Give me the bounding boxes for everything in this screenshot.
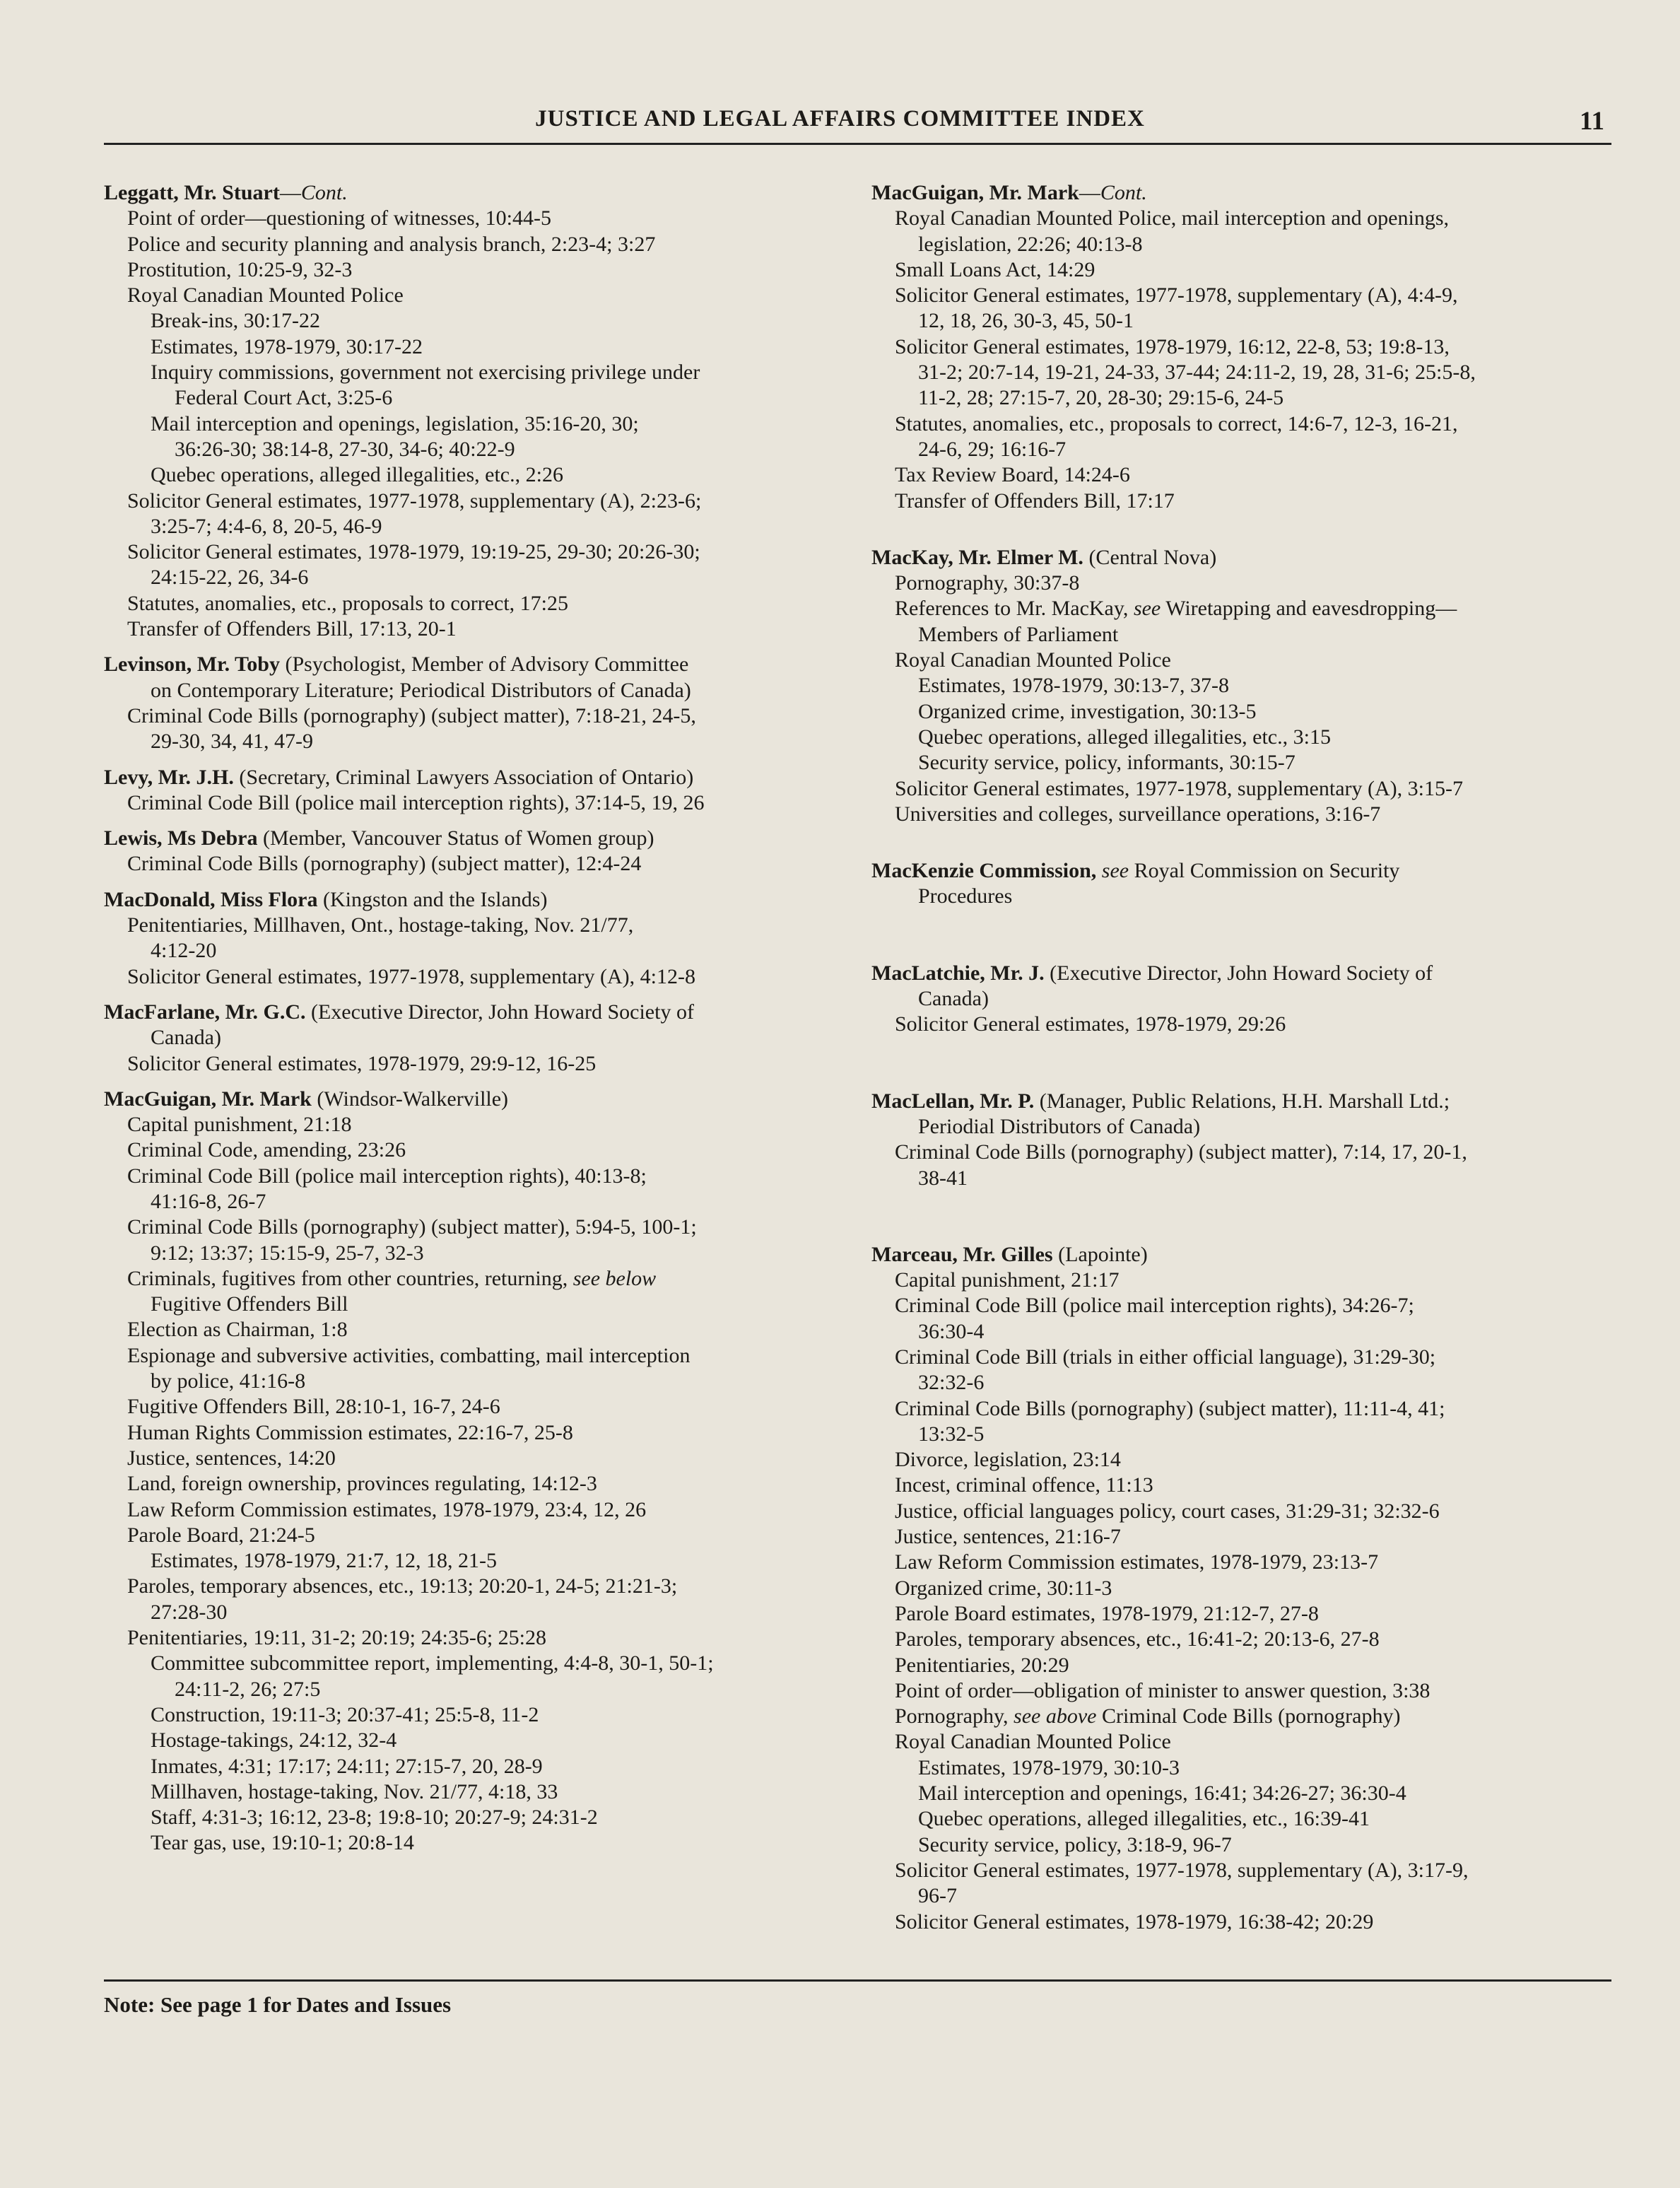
entry-text: Pornography, 30:37-8 bbox=[895, 571, 1080, 595]
entry-text: Election as Chairman, 1:8 bbox=[127, 1318, 348, 1342]
cross-reference: Cont. bbox=[1100, 181, 1147, 204]
entry-text: Penitentiaries, 19:11, 31-2; 20:19; 24:35-6; 25:28 bbox=[127, 1626, 546, 1650]
entry-name: MacGuigan, Mr. Mark bbox=[104, 1087, 312, 1111]
index-subentry-line bbox=[871, 1729, 1606, 1755]
index-heading-line bbox=[871, 961, 1606, 986]
entry-text: 38-41 bbox=[918, 1166, 968, 1190]
entry-name: MacDonald, Miss Flora bbox=[104, 887, 318, 911]
entry-text: Members of Parliament bbox=[918, 622, 1119, 646]
entry-text: Penitentiaries, Millhaven, Ont., hostage-taking, Nov. 21/77, bbox=[127, 913, 634, 937]
index-subentry-line bbox=[104, 1051, 853, 1077]
entry-text: 36:26-30; 38:14-8, 27-30, 34-6; 40:22-9 bbox=[175, 437, 515, 461]
entry-name: MacKenzie Commission, bbox=[871, 859, 1097, 883]
entry-name: Marceau, Mr. Gilles bbox=[871, 1242, 1053, 1266]
index-subentry-line bbox=[871, 1704, 1606, 1729]
index-subentry-line bbox=[871, 1653, 1606, 1678]
entry-text: Tear gas, use, 19:10-1; 20:8-14 bbox=[151, 1831, 414, 1855]
entry-text: 96-7 bbox=[918, 1884, 957, 1908]
index-subentry-line bbox=[104, 437, 853, 462]
entry-text: Law Reform Commission estimates, 1978-1979, 23:4, 12, 26 bbox=[127, 1497, 647, 1521]
entry-text: Construction, 19:11-3; 20:37-41; 25:5-8, 11-2 bbox=[151, 1702, 539, 1726]
index-entry bbox=[104, 1087, 853, 1856]
page-number: 11 bbox=[1580, 107, 1604, 136]
entry-text: Human Rights Commission estimates, 22:16-7, 25-8 bbox=[127, 1420, 573, 1444]
index-subentry-line bbox=[871, 1550, 1606, 1575]
entry-text: Staff, 4:31-3; 16:12, 23-8; 19:8-10; 20:27-9; 24:31-2 bbox=[151, 1806, 598, 1830]
index-subentry-line bbox=[871, 1268, 1606, 1293]
cross-reference: Cont. bbox=[300, 181, 348, 204]
index-subentry-line bbox=[104, 1523, 853, 1548]
index-subentry-line bbox=[104, 514, 853, 539]
entry-text: Criminal Code Bills (pornography) (subject matter), 11:11-4, 41; bbox=[895, 1396, 1445, 1420]
index-subentry-line bbox=[104, 232, 853, 257]
index-subentry-line bbox=[871, 334, 1606, 360]
index-subentry-line bbox=[104, 283, 853, 308]
entry-text: Solicitor General estimates, 1977-1978, supplementary (A), 4:12-8 bbox=[127, 964, 695, 988]
entry-text: — bbox=[1079, 181, 1100, 204]
index-subentry-line bbox=[871, 437, 1606, 462]
entry-text: Procedures bbox=[918, 884, 1013, 908]
index-entry bbox=[871, 961, 1606, 1038]
entry-text: Penitentiaries, 20:29 bbox=[895, 1653, 1069, 1677]
index-subentry-line bbox=[871, 1627, 1606, 1652]
index-subentry-line bbox=[104, 411, 853, 437]
entry-name: MacFarlane, Mr. G.C. bbox=[104, 1000, 306, 1024]
entry-text: 32:32-6 bbox=[918, 1371, 985, 1395]
index-subentry-line bbox=[871, 489, 1606, 514]
index-subentry-line bbox=[104, 938, 853, 964]
entry-text: Solicitor General estimates, 1977-1978, supplementary (A), 3:17-9, bbox=[895, 1858, 1469, 1882]
index-subentry-line bbox=[871, 1601, 1606, 1627]
index-subentry-line bbox=[104, 1317, 853, 1342]
entry-text: Security service, policy, 3:18-9, 96-7 bbox=[918, 1832, 1232, 1856]
entry-text: Periodial Distributors of Canada) bbox=[918, 1114, 1201, 1138]
index-subentry-line bbox=[871, 462, 1606, 488]
index-subentry-line bbox=[871, 1166, 1606, 1191]
footer-note: Note: See page 1 for Dates and Issues bbox=[104, 1992, 452, 2017]
entry-text: Fugitive Offenders Bill bbox=[151, 1292, 348, 1316]
entry-name: MacGuigan, Mr. Mark bbox=[871, 181, 1079, 204]
entry-text: Estimates, 1978-1979, 30:10-3 bbox=[918, 1755, 1180, 1779]
entry-text: Criminals, fugitives from other countries, returning, bbox=[127, 1266, 573, 1290]
entry-text: Criminal Code Bills (pornography) (subject matter), 7:18-21, 24-5, bbox=[127, 703, 696, 727]
page-title: JUSTICE AND LEGAL AFFAIRS COMMITTEE INDEX bbox=[535, 106, 1145, 131]
index-subentry-line bbox=[104, 1471, 853, 1497]
index-subentry-line bbox=[104, 1497, 853, 1523]
index-subentry-line bbox=[104, 206, 853, 231]
index-subentry-line bbox=[104, 1830, 853, 1856]
index-subentry-line bbox=[104, 257, 853, 283]
index-heading-line bbox=[104, 887, 853, 913]
entry-text: Justice, sentences, 14:20 bbox=[127, 1446, 336, 1470]
index-entry bbox=[104, 180, 853, 642]
index-heading-line bbox=[104, 826, 853, 851]
index-subentry-line bbox=[104, 703, 853, 729]
entry-name: Levinson, Mr. Toby bbox=[104, 653, 280, 677]
entry-text: Parole Board estimates, 1978-1979, 21:12-7, 27-8 bbox=[895, 1601, 1319, 1625]
entry-text: 24:15-22, 26, 34-6 bbox=[151, 566, 309, 590]
index-heading-line bbox=[871, 1242, 1606, 1268]
index-subentry-line bbox=[871, 1370, 1606, 1396]
entry-text: Quebec operations, alleged illegalities, etc., 2:26 bbox=[151, 463, 563, 487]
index-subentry-line bbox=[871, 1499, 1606, 1524]
footer-rule bbox=[104, 1979, 1611, 1982]
index-heading-line bbox=[104, 652, 853, 677]
index-subentry-line bbox=[871, 1422, 1606, 1447]
index-subentry-line bbox=[871, 257, 1606, 283]
entry-text: Incest, criminal offence, 11:13 bbox=[895, 1473, 1153, 1497]
index-column-left bbox=[104, 180, 853, 1856]
index-entry bbox=[104, 826, 853, 877]
entry-name: MacKay, Mr. Elmer M. bbox=[871, 545, 1083, 569]
index-subentry-line bbox=[871, 1576, 1606, 1601]
entry-text: Parole Board, 21:24-5 bbox=[127, 1523, 315, 1547]
entry-text: 12, 18, 26, 30-3, 45, 50-1 bbox=[918, 309, 1134, 333]
index-subentry-line bbox=[871, 1832, 1606, 1858]
entry-text: Tax Review Board, 14:24-6 bbox=[895, 463, 1130, 487]
entry-text: Inquiry commissions, government not exercising privilege under bbox=[151, 361, 700, 385]
entry-name: Lewis, Ms Debra bbox=[104, 826, 258, 850]
entry-text: 3:25-7; 4:4-6, 8, 20-5, 46-9 bbox=[151, 514, 382, 538]
index-subentry-line bbox=[104, 591, 853, 616]
index-entry bbox=[104, 652, 853, 754]
entry-text: Canada) bbox=[918, 987, 989, 1011]
entry-text: 31-2; 20:7-14, 19-21, 24-33, 37-44; 24:11-2, 19, 28, 31-6; 25:5-8, bbox=[918, 361, 1476, 385]
entry-text: Royal Canadian Mounted Police, mail interception and openings, bbox=[895, 206, 1449, 230]
index-subentry-line bbox=[104, 1292, 853, 1317]
entry-text: 11-2, 28; 27:15-7, 20, 28-30; 29:15-6, 24-5 bbox=[918, 386, 1284, 410]
entry-text: Solicitor General estimates, 1978-1979, 16:12, 22-8, 53; 19:8-13, bbox=[895, 334, 1450, 358]
index-subentry-line bbox=[871, 1140, 1606, 1165]
index-heading-line bbox=[104, 1087, 853, 1112]
entry-text: (Lapointe) bbox=[1052, 1242, 1148, 1266]
entry-text: (Psychologist, Member of Advisory Committee bbox=[279, 653, 689, 677]
entry-text: Criminal Code Bills (pornography) bbox=[1096, 1704, 1401, 1728]
index-entry bbox=[871, 858, 1606, 910]
entry-text: (Member, Vancouver Status of Women group) bbox=[257, 826, 654, 850]
entry-name: Leggatt, Mr. Stuart bbox=[104, 181, 280, 204]
entry-text: Criminal Code Bills (pornography) (subject matter), 5:94-5, 100-1; bbox=[127, 1215, 697, 1239]
index-subentry-line bbox=[871, 1806, 1606, 1832]
index-subentry-line bbox=[104, 616, 853, 642]
index-entry bbox=[871, 1242, 1606, 1935]
entry-text: Break-ins, 30:17-22 bbox=[151, 309, 320, 333]
entry-text: 9:12; 13:37; 15:15-9, 25-7, 32-3 bbox=[151, 1241, 424, 1265]
entry-text: Transfer of Offenders Bill, 17:13, 20-1 bbox=[127, 617, 457, 641]
index-subentry-line bbox=[871, 648, 1606, 673]
index-subentry-line bbox=[871, 1781, 1606, 1806]
entry-text: Canada) bbox=[151, 1026, 221, 1050]
index-heading-line bbox=[104, 1000, 853, 1025]
index-entry bbox=[104, 765, 853, 817]
index-subentry-line bbox=[104, 851, 853, 877]
entry-text: Divorce, legislation, 23:14 bbox=[895, 1448, 1121, 1472]
entry-text: Royal Canadian Mounted Police bbox=[895, 1730, 1171, 1754]
entry-text: Land, foreign ownership, provinces regulating, 14:12-3 bbox=[127, 1472, 597, 1496]
entry-text: Organized crime, 30:11-3 bbox=[895, 1576, 1112, 1600]
entry-text: (Kingston and the Islands) bbox=[317, 887, 548, 911]
index-subentry-line bbox=[104, 1702, 853, 1728]
index-subentry-line bbox=[871, 1319, 1606, 1345]
index-subentry-line bbox=[871, 1473, 1606, 1498]
index-heading-line bbox=[871, 1089, 1606, 1114]
entry-text: (Central Nova) bbox=[1083, 545, 1217, 569]
index-subentry-line bbox=[871, 1909, 1606, 1935]
index-subentry-line bbox=[104, 729, 853, 754]
entry-text: Criminal Code, amending, 23:26 bbox=[127, 1138, 406, 1162]
entry-text: Estimates, 1978-1979, 30:13-7, 37-8 bbox=[918, 674, 1229, 698]
index-subentry-line bbox=[104, 539, 853, 565]
index-subentry-line bbox=[871, 385, 1606, 411]
index-subentry-line bbox=[104, 1369, 853, 1394]
index-subentry-line bbox=[104, 1754, 853, 1779]
index-subentry-line bbox=[871, 1524, 1606, 1550]
index-subentry-line bbox=[104, 1164, 853, 1189]
index-subentry-line bbox=[871, 986, 1606, 1012]
entry-text: Justice, sentences, 21:16-7 bbox=[895, 1525, 1121, 1549]
index-subentry-line bbox=[104, 1420, 853, 1446]
entry-name: Levy, Mr. J.H. bbox=[104, 765, 234, 789]
entry-text: Universities and colleges, surveillance operations, 3:16-7 bbox=[895, 802, 1381, 826]
entry-text: 41:16-8, 26-7 bbox=[151, 1189, 266, 1213]
entry-text: Hostage-takings, 24:12, 32-4 bbox=[151, 1728, 397, 1753]
index-heading-line bbox=[104, 180, 853, 206]
entry-text: 36:30-4 bbox=[918, 1319, 985, 1343]
index-subentry-line bbox=[104, 1189, 853, 1215]
index-subentry-line bbox=[871, 673, 1606, 698]
index-subentry-line bbox=[871, 699, 1606, 725]
entry-text: Mail interception and openings, legislation, 35:16-20, 30; bbox=[151, 411, 639, 435]
entry-text: Espionage and subversive activities, combatting, mail interception bbox=[127, 1343, 691, 1367]
index-subentry-line bbox=[104, 1728, 853, 1753]
index-subentry-line bbox=[104, 385, 853, 411]
entry-text: Solicitor General estimates, 1977-1978, supplementary (A), 4:4-9, bbox=[895, 283, 1458, 308]
entry-text: 4:12-20 bbox=[151, 939, 217, 963]
entry-text: Criminal Code Bill (police mail interception rights), 40:13-8; bbox=[127, 1164, 647, 1188]
cross-reference: see below bbox=[572, 1266, 657, 1290]
index-subentry-line bbox=[104, 1446, 853, 1471]
index-heading-line bbox=[871, 545, 1606, 571]
index-subentry-line bbox=[104, 1600, 853, 1625]
index-subentry-line bbox=[871, 360, 1606, 385]
index-column-right bbox=[871, 180, 1606, 1935]
index-subentry-line bbox=[871, 622, 1606, 648]
entry-text: Pornography, bbox=[895, 1704, 1014, 1728]
index-subentry-line bbox=[104, 1241, 853, 1266]
index-subentry-line bbox=[104, 462, 853, 488]
entry-text: Committee subcommittee report, implementing, 4:4-8, 30-1, 50-1; bbox=[151, 1651, 714, 1675]
index-entry bbox=[871, 545, 1606, 827]
index-subentry-line bbox=[104, 1805, 853, 1830]
entry-text: Solicitor General estimates, 1978-1979, 19:19-25, 29-30; 20:26-30; bbox=[127, 540, 700, 564]
index-subentry-line bbox=[871, 1012, 1606, 1037]
entry-text: Quebec operations, alleged illegalities, etc., 16:39-41 bbox=[918, 1807, 1370, 1831]
index-subentry-line bbox=[104, 964, 853, 990]
entry-text: 29-30, 34, 41, 47-9 bbox=[151, 730, 313, 754]
index-entry bbox=[871, 1089, 1606, 1191]
index-subentry-line bbox=[871, 884, 1606, 909]
entry-text: on Contemporary Literature; Periodical Distributors of Canada) bbox=[151, 678, 691, 702]
entry-text: Estimates, 1978-1979, 30:17-22 bbox=[151, 334, 423, 358]
entry-text: Statutes, anomalies, etc., proposals to correct, 14:6-7, 12-3, 16-21, bbox=[895, 411, 1458, 435]
index-subentry-line bbox=[871, 1293, 1606, 1318]
entry-text: legislation, 22:26; 40:13-8 bbox=[918, 232, 1143, 256]
entry-text: Criminal Code Bill (trials in either official language), 31:29-30; bbox=[895, 1345, 1436, 1369]
index-subentry-line bbox=[871, 802, 1606, 827]
index-subentry-line bbox=[871, 596, 1606, 621]
entry-text: Capital punishment, 21:17 bbox=[895, 1268, 1120, 1292]
entry-text: Police and security planning and analysis branch, 2:23-4; 3:27 bbox=[127, 232, 656, 256]
entry-text: Solicitor General estimates, 1977-1978, supplementary (A), 2:23-6; bbox=[127, 489, 702, 513]
entry-text: Paroles, temporary absences, etc., 16:41-2; 20:13-6, 27-8 bbox=[895, 1627, 1380, 1651]
index-subentry-line bbox=[104, 1025, 853, 1051]
index-subentry-line bbox=[871, 776, 1606, 802]
index-subentry-line bbox=[104, 1574, 853, 1599]
index-subentry-line bbox=[871, 1678, 1606, 1704]
entry-text: (Manager, Public Relations, H.H. Marshall Ltd.; bbox=[1034, 1089, 1450, 1113]
index-subentry-line bbox=[871, 571, 1606, 596]
index-subentry-line bbox=[871, 411, 1606, 437]
index-subentry-line bbox=[104, 308, 853, 334]
index-subentry-line bbox=[871, 750, 1606, 776]
index-subentry-line bbox=[104, 1651, 853, 1676]
entry-text: Solicitor General estimates, 1977-1978, supplementary (A), 3:15-7 bbox=[895, 776, 1463, 800]
index-subentry-line bbox=[871, 1114, 1606, 1140]
index-subentry-line bbox=[871, 1396, 1606, 1422]
entry-text: Solicitor General estimates, 1978-1979, 29:26 bbox=[895, 1012, 1286, 1036]
index-entry bbox=[104, 1000, 853, 1077]
index-subentry-line bbox=[104, 334, 853, 360]
index-heading-line bbox=[871, 858, 1606, 884]
entry-text: Royal Commission on Security bbox=[1129, 859, 1400, 883]
entry-text: (Secretary, Criminal Lawyers Association of Ontario) bbox=[233, 765, 694, 789]
entry-text: (Executive Director, John Howard Society of bbox=[1044, 961, 1433, 985]
entry-text: 13:32-5 bbox=[918, 1422, 985, 1446]
entry-name: MacLellan, Mr. P. bbox=[871, 1089, 1035, 1113]
index-subentry-line bbox=[871, 1345, 1606, 1370]
index-subentry-line bbox=[104, 489, 853, 514]
index-subentry-line bbox=[104, 565, 853, 590]
index-subentry-line bbox=[104, 1394, 853, 1420]
index-entry bbox=[871, 180, 1606, 514]
index-subentry-line bbox=[871, 283, 1606, 308]
entry-text: Transfer of Offenders Bill, 17:17 bbox=[895, 489, 1175, 513]
entry-text: Prostitution, 10:25-9, 32-3 bbox=[127, 257, 353, 281]
entry-text: Criminal Code Bill (police mail interception rights), 37:14-5, 19, 26 bbox=[127, 790, 705, 814]
entry-text: Royal Canadian Mounted Police bbox=[895, 648, 1171, 672]
entry-text: (Executive Director, John Howard Society of bbox=[305, 1000, 694, 1024]
index-subentry-line bbox=[104, 1779, 853, 1805]
entry-text: Point of order—questioning of witnesses, 10:44-5 bbox=[127, 206, 551, 230]
index-subentry-line bbox=[104, 1625, 853, 1651]
index-subentry-line bbox=[104, 1215, 853, 1240]
entry-text: Fugitive Offenders Bill, 28:10-1, 16-7, 24-6 bbox=[127, 1395, 500, 1419]
entry-text: Mail interception and openings, 16:41; 34:26-27; 36:30-4 bbox=[918, 1782, 1406, 1806]
entry-text: Inmates, 4:31; 17:17; 24:11; 27:15-7, 20, 28-9 bbox=[151, 1754, 543, 1778]
entry-text: Royal Canadian Mounted Police bbox=[127, 283, 404, 308]
index-subentry-line bbox=[871, 1883, 1606, 1909]
index-subentry-line bbox=[104, 1548, 853, 1574]
index-entry bbox=[104, 887, 853, 990]
index-subentry-line bbox=[871, 1755, 1606, 1781]
index-subentry-line bbox=[104, 360, 853, 385]
index-subentry-line bbox=[871, 206, 1606, 231]
entry-text: Criminal Code Bills (pornography) (subject matter), 7:14, 17, 20-1, bbox=[895, 1140, 1467, 1164]
index-heading-line bbox=[104, 765, 853, 790]
index-heading-line bbox=[871, 180, 1606, 206]
entry-text: Criminal Code Bills (pornography) (subject matter), 12:4-24 bbox=[127, 852, 642, 876]
header-rule bbox=[104, 143, 1611, 145]
entry-text: — bbox=[279, 181, 301, 204]
index-subentry-line bbox=[104, 1112, 853, 1137]
entry-text bbox=[1096, 859, 1102, 882]
entry-text: 24-6, 29; 16:16-7 bbox=[918, 437, 1067, 461]
index-subentry-line bbox=[871, 308, 1606, 334]
entry-text: Small Loans Act, 14:29 bbox=[895, 257, 1095, 281]
entry-text: (Windsor-Walkerville) bbox=[311, 1087, 509, 1111]
index-subentry-line bbox=[104, 1137, 853, 1163]
index-subentry-line bbox=[871, 232, 1606, 257]
entry-text: Capital punishment, 21:18 bbox=[127, 1113, 352, 1137]
index-subentry-line bbox=[104, 1677, 853, 1702]
index-subentry-line bbox=[104, 1343, 853, 1369]
entry-text: 27:28-30 bbox=[151, 1600, 228, 1624]
entry-text: Quebec operations, alleged illegalities, etc., 3:15 bbox=[918, 725, 1331, 749]
index-subentry-line bbox=[871, 1447, 1606, 1473]
entry-text: References to Mr. MacKay, bbox=[895, 597, 1134, 621]
cross-reference: see bbox=[1101, 859, 1129, 883]
entry-text: Justice, official languages policy, court cases, 31:29-31; 32:32-6 bbox=[895, 1499, 1440, 1523]
index-subentry-line bbox=[104, 790, 853, 816]
index-subentry-line bbox=[104, 913, 853, 938]
entry-text: Point of order—obligation of minister to answer question, 3:38 bbox=[895, 1678, 1431, 1702]
entry-text: Criminal Code Bill (police mail interception rights), 34:26-7; bbox=[895, 1294, 1414, 1318]
entry-text: Estimates, 1978-1979, 21:7, 12, 18, 21-5 bbox=[151, 1549, 497, 1573]
entry-text: Security service, policy, informants, 30:15-7 bbox=[918, 751, 1296, 775]
entry-text: Federal Court Act, 3:25-6 bbox=[175, 386, 393, 410]
index-subentry-line bbox=[871, 725, 1606, 750]
entry-text: Statutes, anomalies, etc., proposals to correct, 17:25 bbox=[127, 591, 569, 615]
entry-text: Organized crime, investigation, 30:13-5 bbox=[918, 699, 1257, 723]
index-subentry-line bbox=[104, 1266, 853, 1292]
index-subentry-line bbox=[871, 1858, 1606, 1883]
entry-text: Law Reform Commission estimates, 1978-1979, 23:13-7 bbox=[895, 1550, 1379, 1574]
entry-text: Solicitor General estimates, 1978-1979, 29:9-12, 16-25 bbox=[127, 1051, 597, 1075]
entry-text: Millhaven, hostage-taking, Nov. 21/77, 4:18, 33 bbox=[151, 1779, 558, 1803]
entry-text: by police, 41:16-8 bbox=[151, 1369, 306, 1393]
entry-text: Wiretapping and eavesdropping— bbox=[1161, 597, 1457, 621]
entry-name: MacLatchie, Mr. J. bbox=[871, 961, 1045, 985]
entry-text: Solicitor General estimates, 1978-1979, 16:38-42; 20:29 bbox=[895, 1909, 1374, 1933]
index-subentry-line bbox=[104, 678, 853, 703]
entry-text: 24:11-2, 26; 27:5 bbox=[175, 1677, 321, 1701]
entry-text: Paroles, temporary absences, etc., 19:13; 20:20-1, 24-5; 21:21-3; bbox=[127, 1574, 678, 1598]
cross-reference: see above bbox=[1014, 1704, 1097, 1728]
cross-reference: see bbox=[1133, 597, 1161, 621]
